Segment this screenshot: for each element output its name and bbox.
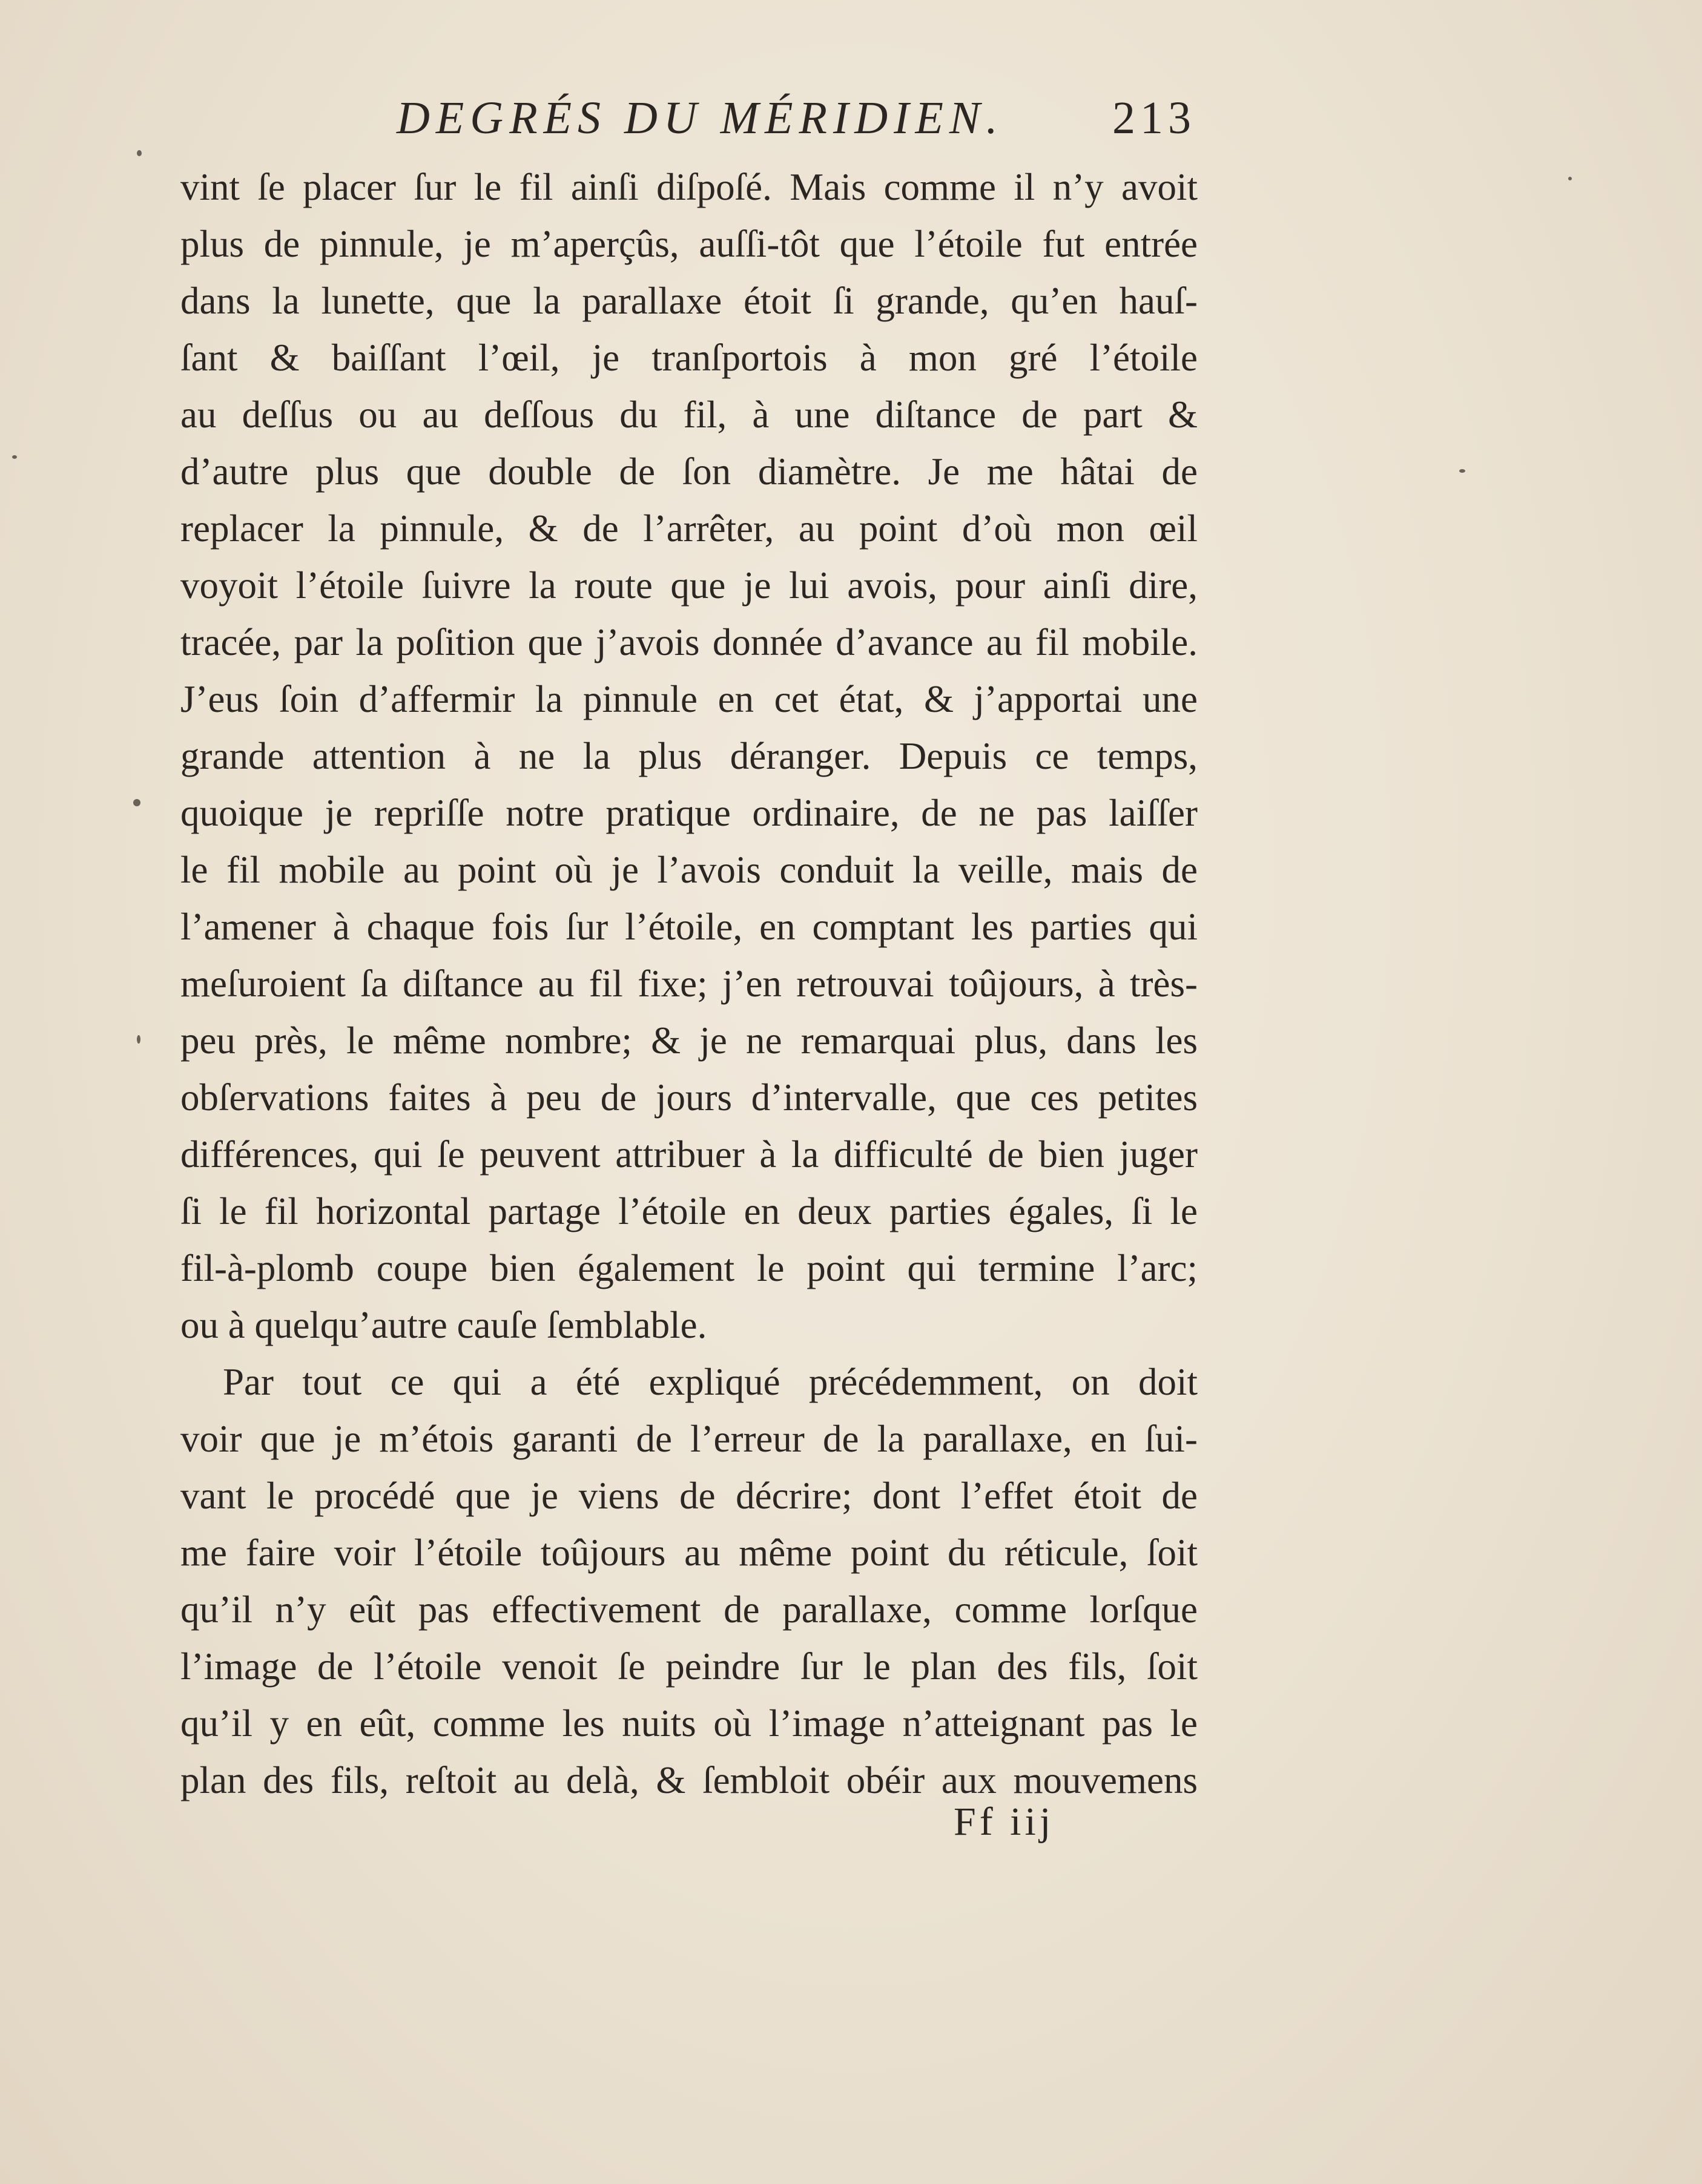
text-line: au deſſus ou au deſſous du fil, à une diſtance de part & — [180, 393, 1198, 436]
text-line: voyoit l’étoile ſuivre la route que je lui avois, pour ainſi dire, — [180, 564, 1198, 607]
signature-mark: Ff iij — [954, 1800, 1055, 1844]
paper-speck — [137, 1035, 140, 1044]
text-line: d’autre plus que double de ſon diamètre. Je me hâtai de — [180, 450, 1198, 493]
text-line-paragraph-start: Par tout ce qui a été expliqué précédemment, on doit — [223, 1361, 1198, 1403]
text-line: l’amener à chaque fois ſur l’étoile, en comptant les parties qui — [180, 906, 1198, 948]
text-line: obſervations faites à peu de jours d’intervalle, que ces petites — [180, 1076, 1198, 1119]
running-head: DEGRÉS DU MÉRIDIEN. — [397, 93, 1004, 143]
paper-speck — [12, 455, 17, 459]
text-line: meſuroient ſa diſtance au fil fixe; j’en retrouvai toûjours, à très- — [180, 962, 1198, 1005]
text-line: différences, qui ſe peuvent attribuer à la difficulté de bien juger — [180, 1133, 1198, 1176]
text-line: replacer la pinnule, & de l’arrêter, au point d’où mon œil — [180, 507, 1198, 550]
text-line: dans la lunette, que la parallaxe étoit ſi grande, qu’en hauſ- — [180, 280, 1198, 322]
paper-speck — [1459, 469, 1465, 473]
text-line: l’image de l’étoile venoit ſe peindre ſur le plan des fils, ſoit — [180, 1645, 1198, 1688]
text-line: vint ſe placer ſur le fil ainſi diſpoſé. Mais comme il n’y avoit — [180, 166, 1198, 208]
text-line: peu près, le même nombre; & je ne remarquai plus, dans les — [180, 1019, 1198, 1062]
text-line: voir que je m’étois garanti de l’erreur de la parallaxe, en ſui- — [180, 1418, 1198, 1460]
body-text — [180, 159, 1198, 1809]
text-line: ſant & baiſſant l’œil, je tranſportois à mon gré l’étoile — [180, 337, 1198, 379]
text-line: me faire voir l’étoile toûjours au même point du réticule, ſoit — [180, 1531, 1198, 1574]
text-line: qu’il n’y eût pas effectivement de parallaxe, comme lorſque — [180, 1588, 1198, 1631]
text-line: ſi le fil horizontal partage l’étoile en deux parties égales, ſi le — [180, 1190, 1198, 1232]
text-line: grande attention à ne la plus déranger. Depuis ce temps, — [180, 735, 1198, 777]
text-line: vant le procédé que je viens de décrire; dont l’effet étoit de — [180, 1475, 1198, 1517]
paper-speck — [137, 150, 142, 156]
paper-speck — [133, 799, 140, 806]
text-line: quoique je repriſſe notre pratique ordinaire, de ne pas laiſſer — [180, 792, 1198, 834]
paper-speck — [1568, 177, 1572, 180]
text-line: fil-à-plomb coupe bien également le point qui termine l’arc; — [180, 1247, 1198, 1289]
text-line: tracée, par la poſition que j’avois donnée d’avance au fil mobile. — [180, 621, 1198, 663]
text-line: J’eus ſoin d’affermir la pinnule en cet état, & j’apportai une — [180, 678, 1198, 720]
text-line: le fil mobile au point où je l’avois conduit la veille, mais de — [180, 849, 1198, 891]
text-line: plus de pinnule, je m’aperçûs, auſſi-tôt que l’étoile fut entrée — [180, 223, 1198, 265]
text-line: qu’il y en eût, comme les nuits où l’image n’atteignant pas le — [180, 1702, 1198, 1745]
page-header — [397, 85, 1196, 151]
text-line-paragraph-end: ou à quelqu’autre cauſe ſemblable. — [180, 1304, 707, 1346]
text-line: plan des fils, reſtoit au delà, & ſembloit obéir aux mouvemens — [180, 1759, 1198, 1801]
page-number: 213 — [1112, 93, 1196, 143]
